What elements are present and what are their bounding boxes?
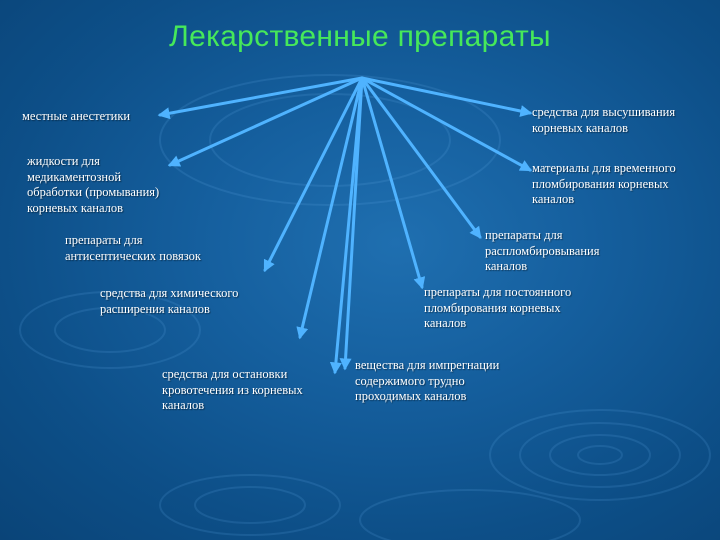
item-line: жидкости для <box>27 154 100 168</box>
item-line: корневых каналов <box>532 120 629 135</box>
item-bleeding-stop <box>162 367 303 414</box>
arrow-chemical-widening <box>300 78 362 337</box>
item-line: препараты для <box>65 233 143 247</box>
slide-title: Лекарственные препараты <box>169 20 551 53</box>
arrow-irrigation-liquids <box>170 78 362 165</box>
item-line: обработки (промывания) <box>27 185 160 199</box>
arrow-temporary-filling <box>362 78 530 170</box>
arrow-drying-agents <box>362 78 530 113</box>
item-line: средства для остановки <box>162 367 288 381</box>
item-line: каналов <box>424 316 467 330</box>
item-antiseptic-dressings <box>65 233 201 264</box>
item-line: препараты для <box>485 228 563 242</box>
item-permanent-filling <box>424 285 571 332</box>
item-line: препараты для постоянного <box>424 285 572 299</box>
item-line: пломбирования корневых <box>424 300 561 315</box>
item-temporary-filling <box>532 161 676 208</box>
item-line: корневых каналов <box>27 200 124 215</box>
item-drying-agents <box>532 105 675 136</box>
item-line: местные анестетики <box>22 109 131 123</box>
item-line: каналов <box>485 259 528 273</box>
item-local-anesthetics <box>22 109 130 125</box>
arrow-permanent-filling <box>362 78 422 287</box>
item-line: пломбирования корневых <box>532 176 669 191</box>
item-line: вещества для импрегнации <box>355 358 500 372</box>
arrow-unfilling-agents <box>362 78 480 237</box>
item-line: средства для высушивания <box>532 105 676 119</box>
item-line: распломбировывания <box>485 243 600 258</box>
item-line: каналов <box>162 398 205 412</box>
item-chemical-widening <box>100 286 238 317</box>
item-unfilling-agents <box>485 228 599 275</box>
item-line: кровотечения из корневых <box>162 382 303 397</box>
item-line: средства для химического <box>100 286 239 300</box>
item-impregnation <box>355 358 499 405</box>
item-line: материалы для временного <box>532 161 676 175</box>
item-line: проходимых каналов <box>355 389 467 403</box>
item-line: содержимого трудно <box>355 373 465 388</box>
item-line: каналов <box>532 192 575 206</box>
item-line: расширения каналов <box>100 301 210 316</box>
item-line: антисептических повязок <box>65 248 201 263</box>
arrow-local-anesthetics <box>160 78 362 115</box>
item-irrigation-liquids <box>27 154 159 216</box>
item-line: медикаментозной <box>27 169 122 184</box>
